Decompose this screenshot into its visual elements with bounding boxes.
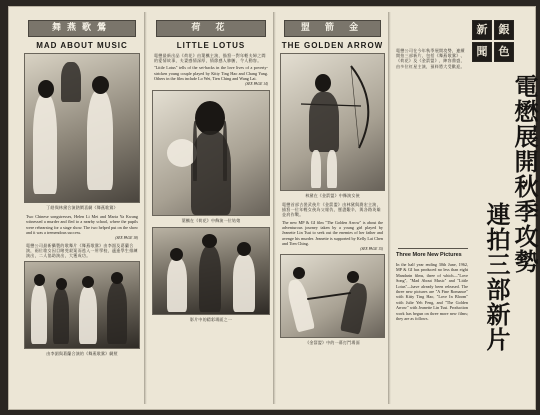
figure-head [34, 274, 45, 286]
figure-head [315, 74, 331, 92]
article-body-en: "Little Lotus" tells of the set-backs in the love lives of a poverty-stricken young couple played by Kitty Ting Hao and Chang Yang. Others in the film include Lo Wei, Tien Ching and Wang Lai. (SEE PAGE 14) [154, 65, 268, 86]
photo-caption: 林黛在《金箭盟》中飾演女俠 [305, 193, 360, 198]
article-body-en: The new MP & GI film "The Golden Arrow" is about the adventurous journey taken by a young girl played by Jeanette Lin Tsui to seek out the enemies of her father and avenge his murder. Jeanette is supported by Kelly Lai Chen and Tien Ching. (SEE PAGE 15) [282, 219, 383, 251]
sub-head: Three More New Pictures [396, 252, 462, 258]
figure-head [92, 76, 109, 94]
en-title: LITTLE LOTUS [176, 41, 246, 50]
article-golden-arrow [280, 16, 385, 402]
magazine-spread [8, 6, 539, 410]
figure [31, 284, 47, 344]
photo-scene [152, 227, 270, 315]
figure-leg [327, 150, 337, 188]
zh-title-banner: 盟 箭 金 [284, 20, 381, 37]
figure [309, 92, 339, 152]
zh-title-banner: 荷 花 [156, 20, 266, 37]
photo-caption: 影片中的精彩場面之一 [190, 317, 232, 323]
figure-head [237, 242, 251, 256]
figure-leg [311, 150, 321, 188]
page-fold [273, 12, 276, 404]
column-badge: 聞 [472, 42, 492, 62]
article-body-zh: 電懋最新出品《荷花》由葉楓主演，描寫一對年輕夫婦之間的愛情故事，夫妻感情深厚，情節感人肺腑，令人動容。 [154, 53, 266, 64]
photo-caption: 葉楓在《荷花》中飾演一位姑娘 [181, 218, 241, 224]
figure [167, 258, 187, 312]
column-badge: 新 [472, 20, 492, 40]
photo-caption: 由李湄與葛蘭合演的《舞燕歌鶯》劇照 [46, 350, 118, 356]
headline-zh: 電懋展開秋季攻勢 [510, 74, 539, 274]
figure-head [347, 271, 359, 283]
article-little-lotus [152, 16, 270, 402]
figure [79, 286, 97, 344]
article-body-zh: 電懋公司最新攝製的歌舞片《舞燕歌鶯》由李湄及葛蘭合演，兩位歌女因目睹兇殺案而逃入一所學校，適逢學生排練演出，二人協助演出，大獲成功。 [26, 243, 138, 259]
backdrop [61, 62, 81, 102]
photo-lotus-girl [152, 90, 270, 216]
photo-caption: 《金箭盟》中的一幕打鬥場面 [305, 340, 360, 346]
article-body-en: In the half year ending 30th June, 1962, MP & GI has produced no less than eight Mandarin films, three of which—"Love Song", "Mad About Music" and "Little Lotus"—have already been released. The three new pictures are "A Fine Romance" with Kitty Ting Hao, "Love In Bloom" with Julie Yeh Feng, and "The Golden Arrow" with Jeanette Lin Tsui. Production work has begun on three more new films; they are as follows. [396, 262, 468, 322]
braid [193, 121, 197, 181]
column-badge: 銀 [494, 20, 514, 40]
article-body-zh: 電懋首部古裝武俠片《金箭盟》由林黛與喬宏主演，描寫一位年輕女俠為父報仇，歷盡艱辛，與各路英雄並肩作戰。 [282, 202, 381, 218]
article-body-en: Two Chinese songstresses, Helen Li Mei and Maria Ya Kwang witnessed a murder and fled to a nearby school, where the pupils were rehearsing for a stage show. The two helped put on the show and it was a tremendous success. (SEE PAGE 18) [26, 214, 138, 240]
figure-head [293, 267, 305, 279]
news-column [394, 16, 540, 402]
photo-archer [280, 53, 385, 191]
page-fold [388, 12, 391, 404]
see-page: (SEE PAGE 15) [360, 246, 383, 251]
figure-head [82, 276, 94, 288]
article-mad-about-music [24, 16, 140, 402]
figure [233, 254, 255, 312]
en-title: THE GOLDEN ARROW [281, 41, 384, 50]
see-page: (SEE PAGE 14) [245, 81, 268, 86]
figure-head [170, 248, 183, 261]
figure-head [202, 234, 217, 248]
figure [199, 246, 221, 312]
photo-fight [280, 254, 385, 338]
page-fold [144, 12, 147, 404]
figure [53, 288, 69, 344]
divider [398, 248, 468, 249]
column-badge: 色 [494, 42, 514, 62]
article-body-zh: 電懋公司在今年秋季展開攻勢，連續開拍三部新片，包括《舞燕歌鶯》、《荷花》及《金箭盟》，陣容鼎盛，由多位紅星主演，預料將大受歡迎。 [396, 48, 465, 69]
en-title: MAD ABOUT MUSIC [36, 41, 128, 50]
figure-head [195, 101, 225, 135]
see-page: (SEE PAGE 18) [115, 235, 138, 240]
figure [33, 94, 57, 194]
sword [307, 292, 351, 300]
figure [285, 278, 315, 333]
headline-zh-2: 連拍三部新片 [482, 202, 511, 352]
figure-head [111, 272, 123, 284]
photo-group [24, 261, 140, 349]
photo-caption: 丁皓與林黛合演熱鬧喜劇《舞燕歌鶯》 [46, 205, 118, 210]
figure-head [56, 278, 67, 290]
figure [87, 90, 113, 190]
figure [107, 282, 127, 344]
figure [340, 282, 370, 335]
photo-dancers [24, 53, 140, 203]
figure-head [38, 80, 54, 98]
zh-title-banner: 舞燕歌鶯 [28, 20, 136, 37]
braid [223, 121, 227, 181]
